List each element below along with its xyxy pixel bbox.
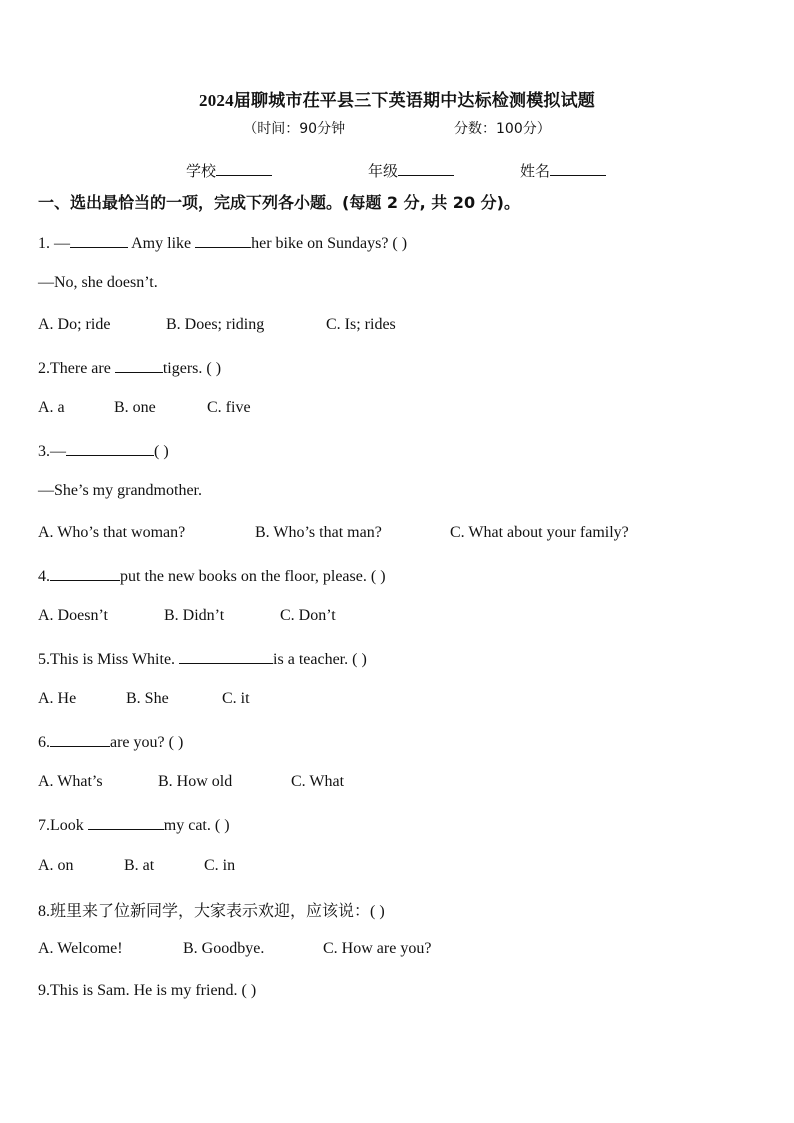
q1-text-b: Amy like	[131, 235, 192, 252]
q1-blank-1	[70, 233, 128, 248]
q7-blank	[88, 815, 164, 830]
q2-option-a: A. a	[38, 399, 65, 416]
q3-option-b: B. Who’s that man?	[255, 524, 382, 541]
question-8: 8.班里来了位新同学，大家表示欢迎，应该说：( )	[38, 903, 385, 920]
q7-option-a: A. on	[38, 857, 74, 874]
q1-text-a: 1. —	[38, 235, 70, 252]
q8-option-c: C. How are you?	[323, 940, 432, 957]
q4-option-b: B. Didn’t	[164, 607, 225, 624]
question-6	[38, 732, 183, 752]
q1-options	[38, 316, 396, 334]
q4-blank	[50, 566, 120, 581]
grade-blank	[398, 161, 454, 176]
q3-dialog-reply: —She’s my grandmother.	[38, 482, 202, 499]
q6-option-a: A. What’s	[38, 773, 103, 790]
q2-text-b: tigers. ( )	[162, 360, 222, 377]
q4-options	[38, 607, 336, 625]
q3-blank	[66, 441, 154, 456]
q4-text-b: put the new books on the floor, please. ( )	[120, 568, 386, 585]
total-score: 分数：100分）	[454, 121, 551, 137]
q2-option-c: C. five	[207, 399, 251, 416]
q6-text-b: are you? ( )	[110, 734, 184, 751]
q5-option-b: B. She	[126, 690, 169, 707]
q3-option-a: A. Who’s that woman?	[38, 524, 186, 541]
q6-text-a: 6.	[38, 734, 50, 751]
exam-subtitle	[0, 118, 794, 138]
q5-option-c: C. it	[222, 690, 250, 707]
q1-option-b: B. Does; riding	[166, 316, 265, 333]
name-field	[520, 160, 606, 181]
grade-label: 年级	[368, 164, 399, 180]
q2-blank	[115, 358, 163, 373]
question-7	[38, 815, 230, 835]
question-1	[38, 233, 407, 253]
grade-field	[368, 160, 454, 181]
q4-option-c: C. Don’t	[280, 607, 336, 624]
name-label: 姓名	[520, 164, 551, 180]
exam-title: 2024届聊城市茌平县三下英语期中达标检测模拟试题	[199, 91, 595, 110]
q3-option-c: C. What about your family?	[450, 524, 629, 541]
q7-option-c: C. in	[204, 857, 236, 874]
q1-dialog-reply: —No, she doesn’t.	[38, 274, 158, 291]
time-limit: （时间：90分钟	[243, 121, 346, 137]
question-4	[38, 566, 386, 586]
q6-options	[38, 773, 345, 791]
q7-text-a: 7.Look	[38, 817, 84, 834]
q5-text-a: 5.This is Miss White.	[38, 651, 176, 668]
q3-text-b: ( )	[154, 443, 169, 460]
q7-text-b: my cat. ( )	[163, 817, 230, 834]
q5-text-b: is a teacher. ( )	[273, 651, 367, 668]
q7-option-b: B. at	[124, 857, 155, 874]
name-blank	[550, 161, 606, 176]
q3-options	[38, 524, 629, 542]
q2-text-a: 2.There are	[38, 360, 111, 377]
question-2	[38, 358, 221, 378]
question-9: 9.This is Sam. He is my friend. ( )	[38, 982, 257, 999]
q7-options	[38, 857, 236, 875]
q1-blank-2	[195, 233, 251, 248]
q5-option-a: A. He	[38, 690, 77, 707]
q3-text-a: 3.—	[38, 443, 66, 460]
school-field	[186, 160, 272, 181]
q5-options	[38, 690, 250, 708]
question-3	[38, 441, 169, 461]
q1-option-c: C. Is; rides	[326, 316, 396, 333]
q4-option-a: A. Doesn’t	[38, 607, 108, 624]
q6-option-c: C. What	[291, 773, 345, 790]
q5-blank	[179, 649, 273, 664]
q2-option-b: B. one	[114, 399, 156, 416]
q1-option-a: A. Do; ride	[38, 316, 111, 333]
question-5	[38, 649, 367, 669]
q2-options	[38, 399, 251, 417]
q6-blank	[50, 732, 110, 747]
q8-option-a: A. Welcome!	[38, 940, 123, 957]
school-blank	[216, 161, 272, 176]
q8-option-b: B. Goodbye.	[183, 940, 265, 957]
q8-options	[38, 940, 432, 958]
section-heading: 一、选出最恰当的一项，完成下列各小题。(每题 2 分, 共 20 分)。	[38, 193, 520, 212]
q6-option-b: B. How old	[158, 773, 233, 790]
q1-text-c: her bike on Sundays? ( )	[251, 235, 408, 252]
q4-text-a: 4.	[38, 568, 50, 585]
school-label: 学校	[186, 164, 217, 180]
